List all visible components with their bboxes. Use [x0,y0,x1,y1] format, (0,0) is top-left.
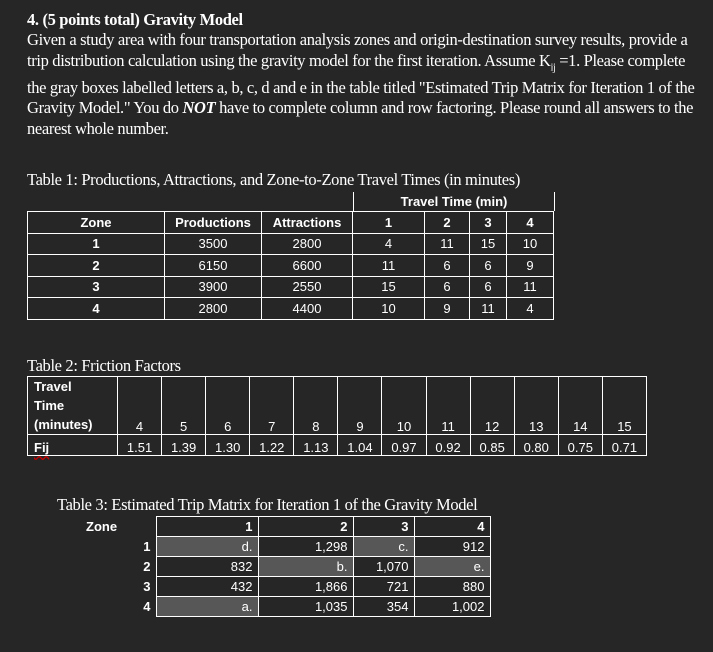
table-row [28,233,554,255]
table-cell: 2550 [262,276,353,298]
table2-caption: Table 2: Friction Factors [27,356,181,375]
body-part: Given a study area with four transportation analysis zones and origin-destination survey results, provide a trip distribution calculation using the gravity model for the first iteration. Assume K [27,30,688,70]
k-subscript: ij [550,61,556,73]
answer-box[interactable]: c. [353,537,414,557]
friction-factor-cell: 1.39 [162,435,206,456]
answer-box[interactable]: d. [156,537,258,557]
table3-caption: Table 3: Estimated Trip Matrix for Iteration 1 of the Gravity Model [57,495,478,514]
friction-factor-cell: 0.71 [602,435,646,456]
column-header: 4 [507,212,554,234]
travel-time-cell: 11 [426,377,470,435]
zone-cell: 1 [72,537,156,557]
table-row [72,597,490,617]
body-part: have to complete column and row factoring. Please round all answers to the nearest whole number. [27,98,694,138]
table-cell: 10 [353,298,425,320]
table-cell: 4 [507,298,554,320]
table-row [72,557,490,577]
table-cell: 11 [507,276,554,298]
friction-factor-cell: 0.75 [558,435,602,456]
column-header: 4 [414,517,490,537]
trip-matrix-table [72,516,491,617]
friction-factor-cell: 0.92 [426,435,470,456]
table-cell: 432 [156,577,258,597]
table-cell: 11 [353,255,425,277]
emphasis-not: NOT [182,98,216,118]
table-cell: 2800 [165,298,262,320]
friction-factor-cell: 1.22 [250,435,294,456]
travel-time-cell: 10 [382,377,426,435]
travel-time-cell: 5 [162,377,206,435]
table-cell: 1,866 [258,577,353,597]
table1-caption: Table 1: Productions, Attractions, and Zone-to-Zone Travel Times (in minutes) [27,170,520,189]
column-header: 3 [470,212,507,234]
table-row [28,298,554,320]
zone-cell: 4 [28,298,165,320]
friction-factor-cell: 0.80 [514,435,558,456]
question-body [27,30,707,139]
table-cell: 354 [353,597,414,617]
table-cell: 15 [353,276,425,298]
table-cell: 6150 [165,255,262,277]
table-cell: 2800 [262,233,353,255]
travel-time-row [28,377,647,435]
table-cell: 1,298 [258,537,353,557]
table-cell: 15 [470,233,507,255]
table-cell: 832 [156,557,258,577]
table-cell: 912 [414,537,490,557]
fij-label: Fij [28,435,118,456]
table-cell: 721 [353,577,414,597]
column-header: Productions [165,212,262,234]
productions-attractions-table [27,211,554,320]
table-cell: 3500 [165,233,262,255]
table-cell: 11 [470,298,507,320]
travel-time-cell: 9 [338,377,382,435]
column-header: 3 [353,517,414,537]
zone-cell: 2 [28,255,165,277]
travel-time-cell: 4 [118,377,162,435]
column-header: Zone [72,517,156,537]
table-cell: 6600 [262,255,353,277]
column-header: 2 [425,212,470,234]
travel-time-group-header: Travel Time (min) [353,192,555,211]
table-row [28,276,554,298]
table-cell: 6 [470,276,507,298]
friction-factor-row [28,435,647,456]
table-cell: 1,035 [258,597,353,617]
zone-cell: 2 [72,557,156,577]
question-text [27,10,707,139]
friction-factor-cell: 0.97 [382,435,426,456]
header-row [28,212,554,234]
answer-box[interactable]: a. [156,597,258,617]
travel-time-cell: 13 [514,377,558,435]
table-cell: 6 [425,276,470,298]
column-header: 1 [353,212,425,234]
table-cell: 6 [470,255,507,277]
friction-factor-cell: 1.30 [206,435,250,456]
header-row [72,517,490,537]
travel-time-cell: 15 [602,377,646,435]
table-row [72,537,490,557]
table-cell: 1,002 [414,597,490,617]
table-cell: 3900 [165,276,262,298]
table-row [72,577,490,597]
friction-factor-cell: 1.51 [118,435,162,456]
table-cell: 4 [353,233,425,255]
friction-factor-cell: 1.04 [338,435,382,456]
friction-factors-table [27,376,647,456]
column-header: Zone [28,212,165,234]
table-cell: 880 [414,577,490,597]
zone-cell: 3 [72,577,156,597]
table-cell: 1,070 [353,557,414,577]
friction-factor-cell: 0.85 [470,435,514,456]
question-title: 4. (5 points total) Gravity Model [27,10,243,29]
answer-box[interactable]: e. [414,557,490,577]
column-header: Attractions [262,212,353,234]
table-cell: 11 [425,233,470,255]
table-cell: 10 [507,233,554,255]
body-part: =1. Please complete the gray boxes labelled letters a, b, c, d and e in the table titled "Estimated Trip Matrix for Iteration 1 of the Gravity Model." You do [27,50,695,118]
zone-cell: 3 [28,276,165,298]
column-header: 2 [258,517,353,537]
table-cell: 9 [425,298,470,320]
table-cell: 4400 [262,298,353,320]
table-cell: 9 [507,255,554,277]
travel-time-cell: 7 [250,377,294,435]
zone-cell: 4 [72,597,156,617]
travel-time-label: Travel Time (minutes) [28,377,118,435]
table-cell: 6 [425,255,470,277]
travel-time-cell: 6 [206,377,250,435]
travel-time-cell: 8 [294,377,338,435]
column-header: 1 [156,517,258,537]
zone-cell: 1 [28,233,165,255]
travel-time-cell: 14 [558,377,602,435]
answer-box[interactable]: b. [258,557,353,577]
travel-time-cell: 12 [470,377,514,435]
friction-factor-cell: 1.13 [294,435,338,456]
table-row [28,255,554,277]
